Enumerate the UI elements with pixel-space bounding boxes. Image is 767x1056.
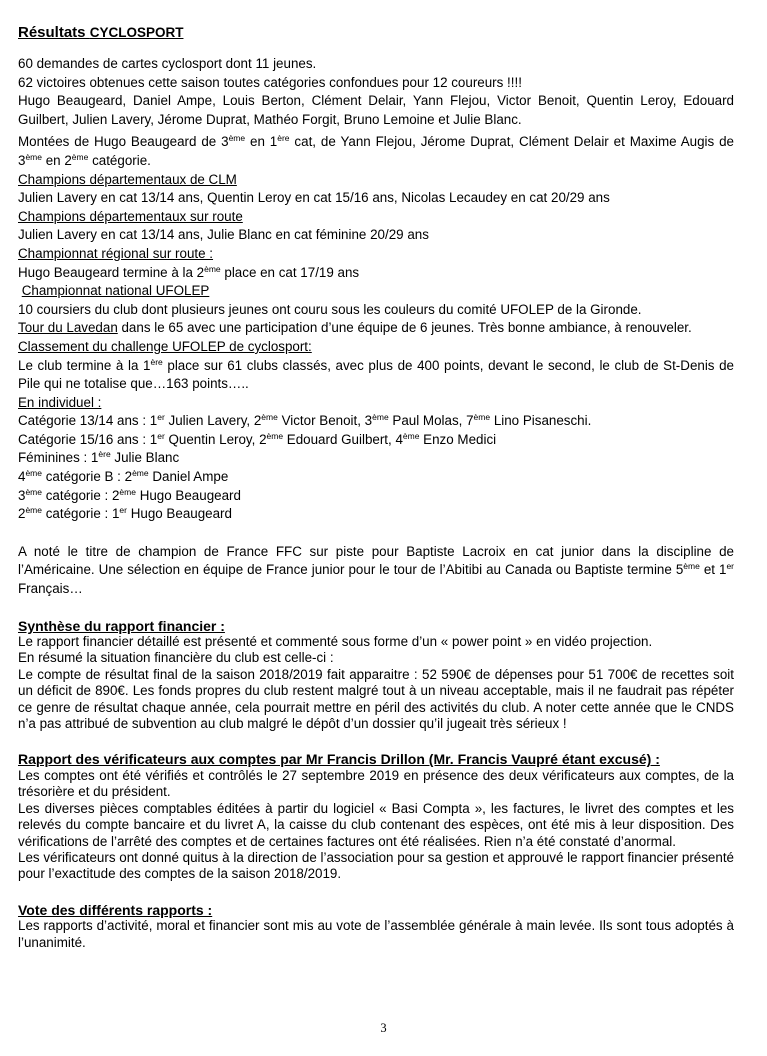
synthese-line-3: Le compte de résultat final de la saison 2018/2019 fait apparaitre : 52 590€ de dépenses pour 51 700€ de recettes soit un déficit de 890€. Les fonds propres du club restent malgré tout à un niveau acceptable, mais il ne faudrait pas répéter ce genre de résultat chaque année, cela pourrait mettre en péril des activités du club. A noter cette année que le CNDS n’a pas attribué de subvention au club malgré le dépôt d’un dossier qu’il jugeait très sérieux ! xyxy=(18,666,734,732)
cat-feminines: Féminines : 1ère Julie Blanc xyxy=(18,449,180,466)
title-prefix: Résultats xyxy=(18,24,90,41)
regional-text: Hugo Beaugeard termine à la 2ème place en cat 17/19 ans xyxy=(18,263,360,280)
montees-paragraph: Montées de Hugo Beaugeard de 3ème en 1ère cat, de Yann Flejou, Jérome Duprat, Clément Delair et Maxime Augis de 3ème en 2ème catégorie. xyxy=(18,133,734,168)
route-text: Julien Lavery en cat 13/14 ans, Julie Blanc en cat féminine 20/29 ans xyxy=(18,227,429,243)
national-text: 10 coursiers du club dont plusieurs jeunes ont couru sous les couleurs du comité UFOLEP de la Gironde. xyxy=(18,301,642,317)
synthese-line-1: Le rapport financier détaillé est présenté et commenté sous forme d’un « power point » en vidéo projection. xyxy=(18,634,653,650)
individuel-heading: En individuel : xyxy=(18,394,102,410)
clm-heading: Champions départementaux de CLM xyxy=(18,171,237,187)
cat-3: 3ème catégorie : 2ème Hugo Beaugeard xyxy=(18,486,241,503)
cat-15-16: Catégorie 15/16 ans : 1er Quentin Leroy, 2ème Edouard Guilbert, 4ème Enzo Medici xyxy=(18,430,497,447)
verif-line-1: Les comptes ont été vérifiés et contrôlés le 27 septembre 2019 en présence des deux vérificateurs aux comptes, de la trésorière et du président. xyxy=(18,767,734,800)
verif-heading: Rapport des vérificateurs aux comptes par Mr Francis Drillon (Mr. Francis Vaupré étant excusé) : xyxy=(18,751,660,768)
document-page xyxy=(18,24,734,951)
ffc-paragraph: A noté le titre de champion de France FFC sur piste pour Baptiste Lacroix en cat junior dans la discipline de l’Américaine. Une sélection en équipe de France junior pour le tour de l’Abitibi au Canada ou Baptiste termine 5ème et 1er Français… xyxy=(18,543,735,597)
national-heading: Championnat national UFOLEP xyxy=(21,283,210,299)
challenge-heading: Classement du challenge UFOLEP de cyclosport: xyxy=(18,338,312,354)
vote-heading: Vote des différents rapports : xyxy=(18,901,213,918)
page-title xyxy=(18,24,734,41)
cat-2: 2ème catégorie : 1er Hugo Beaugeard xyxy=(18,505,232,522)
verif-line-3: Les vérificateurs ont donné quitus à la direction de l’association pour sa gestion et approuvé le rapport financier présenté pour l’exactitude des comptes de la saison 2018/2019. xyxy=(18,849,734,882)
vote-text: Les rapports d’activité, moral et financier sont mis au vote de l’assemblée générale à main levée. Ils sont tous adoptés à l’unanimité. xyxy=(18,918,734,950)
synthese-line-2: En résumé la situation financière du club est celle-ci : xyxy=(18,650,334,666)
route-heading: Champions départementaux sur route xyxy=(18,208,243,224)
intro-line-2: 62 victoires obtenues cette saison toutes catégories confondues pour 12 coureurs !!!! xyxy=(18,74,522,90)
challenge-text: Le club termine à la 1ère place sur 61 clubs classés, avec plus de 400 points, devant le second, le club de St-Denis de Pile qui ne totalise que…163 points….. xyxy=(18,356,735,392)
clm-text: Julien Lavery en cat 13/14 ans, Quentin Leroy en cat 15/16 ans, Nicolas Lecaudey en cat 20/29 ans xyxy=(18,190,610,206)
title-caps: CYCLOSPORT xyxy=(89,25,184,40)
cat-4b: 4ème catégorie B : 2ème Daniel Ampe xyxy=(18,468,229,485)
intro-riders: Hugo Beaugeard, Daniel Ampe, Louis Berton, Clément Delair, Yann Flejou, Victor Benoit, Quentin Leroy, Edouard Guilbert, Julien Lavery, Jérome Duprat, Mathéo Forgit, Bruno Lemoine et Julie Blanc. xyxy=(18,93,734,127)
regional-heading: Championnat régional sur route : xyxy=(18,245,214,261)
page-number: 3 xyxy=(380,1021,387,1035)
lavedan-line: Tour du Lavedan dans le 65 avec une participation d’une équipe de 6 jeunes. Très bonne ambiance, à renouveler. xyxy=(18,320,692,336)
cat-13-14: Catégorie 13/14 ans : 1er Julien Lavery, 2ème Victor Benoit, 3ème Paul Molas, 7ème Lino Pisaneschi. xyxy=(18,412,592,429)
synthese-heading: Synthèse du rapport financier : xyxy=(18,617,225,634)
intro-line-1: 60 demandes de cartes cyclosport dont 11 jeunes. xyxy=(18,56,317,71)
verif-line-2: Les diverses pièces comptables éditées à partir du logiciel « Basi Compta », les factures, le livret des comptes et les relevés du compte bancaire et du livret A, la caisse du club contenant des espèces, ont été mis à leur disposition. Des vérifications de l’arrêté des comptes et de certaines factures ont été réalisées. Rien n’a été constaté d’anormal. xyxy=(18,800,734,849)
